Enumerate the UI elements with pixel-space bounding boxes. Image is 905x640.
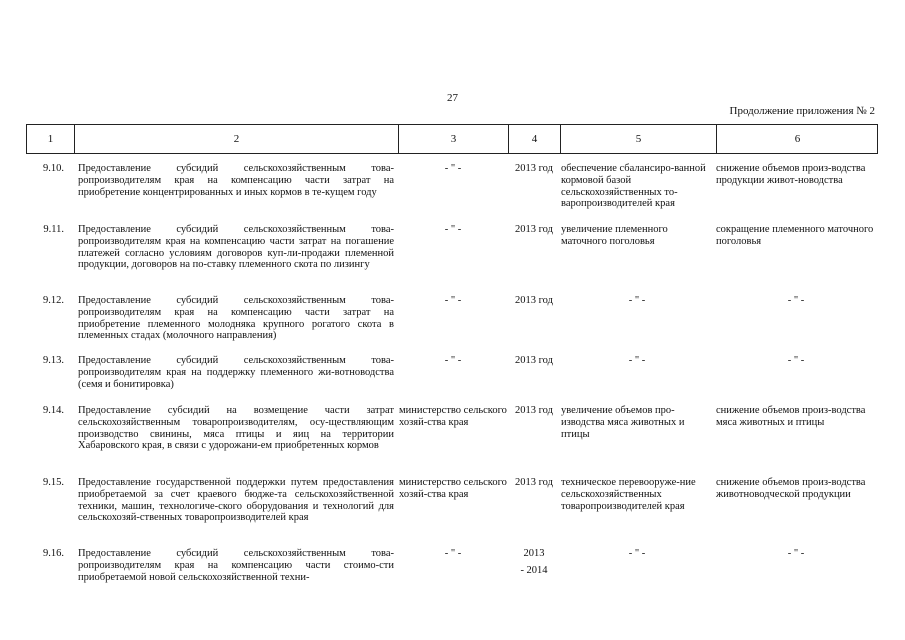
row-result: увеличение племенного маточного поголовья	[561, 224, 668, 247]
row-number: 9.16.	[43, 548, 64, 559]
header-col-1: 1	[27, 125, 75, 153]
row-number: 9.13.	[43, 355, 64, 366]
row-indicator: сокращение племенного маточного поголовья	[716, 224, 874, 247]
row-year: 2013	[523, 548, 545, 559]
row-responsible: - " -	[444, 295, 462, 306]
row-responsible: министерство сельского хозяй-ства края	[399, 477, 507, 500]
row-description: Предоставление субсидий сельскохозяйственным това-ропроизводителям края на компенсацию части затрат на погашение платежей согласно условиям договоров куп-ли-продажи племенной продукции, договоров на по-ставку племенного скота по лизингу	[78, 224, 394, 271]
row-year-end: - 2014	[520, 565, 548, 576]
row-year: 2013 год	[515, 295, 553, 306]
row-year: 2013 год	[515, 224, 553, 235]
row-number: 9.14.	[43, 405, 64, 416]
row-description: Предоставление субсидий сельскохозяйственным това-ропроизводителям края на компенсацию части затрат на приобретение племенного молодняка крупного рогатого скота в племенных стадах (молочного направления)	[78, 295, 394, 342]
row-year: 2013 год	[515, 355, 553, 366]
row-indicator: снижение объемов произ-водства мяса животных и птицы	[716, 405, 866, 428]
row-year: 2013 год	[515, 405, 553, 416]
table-header	[26, 124, 878, 154]
row-indicator: - " -	[787, 548, 805, 559]
row-result: - " -	[628, 355, 646, 366]
row-year: 2013 год	[515, 163, 553, 174]
header-col-6: 6	[794, 133, 801, 145]
page-number: 27	[447, 92, 458, 104]
row-responsible: - " -	[444, 163, 462, 174]
row-responsible: - " -	[444, 548, 462, 559]
row-number: 9.11.	[43, 224, 64, 235]
row-indicator: снижение объемов произ-водства продукции живот-новодства	[716, 163, 866, 186]
header-col-2: 2	[75, 125, 399, 153]
row-description: Предоставление субсидий сельскохозяйственным това-ропроизводителям края на поддержку племенного жи-вотноводства (семя и бонитировка)	[78, 355, 394, 390]
header-col-4: 4	[509, 125, 561, 153]
header-col-5: 5	[561, 125, 717, 153]
row-result: - " -	[628, 548, 646, 559]
row-result: обеспечение сбалансиро-ванной кормовой базой сельскохозяйственных то-варопроизводителей края	[561, 163, 706, 210]
row-result: увеличение объемов про-изводства мяса животных и птицы	[561, 405, 685, 440]
row-indicator: - " -	[787, 295, 805, 306]
row-description: Предоставление субсидий сельскохозяйственным това-ропроизводителям края на компенсацию части стоимо-сти приобретаемой новой сельскохозяйственной техни-	[78, 548, 394, 583]
row-responsible: - " -	[444, 355, 462, 366]
row-result: - " -	[628, 295, 646, 306]
continuation-label: Продолжение приложения № 2	[729, 105, 875, 117]
header-col-3: 3	[399, 125, 509, 153]
row-number: 9.15.	[43, 477, 64, 488]
row-number: 9.10.	[43, 163, 64, 174]
row-number: 9.12.	[43, 295, 64, 306]
row-description: Предоставление государственной поддержки путем предоставления приобретаемой за счет краевого бюдже-та сельскохозяйственной техники, машин, технологиче-ского оборудования и технологий для сельскохозяй-ственных товаропроизводителей края	[78, 477, 394, 524]
row-description: Предоставление субсидий на возмещение части затрат сельскохозяйственным товаропроизводителям, осу-ществляющим производство свинины, мяса птицы и яиц на территории Хабаровского края, в связи с удорожани-ем приобретенных кормов	[78, 405, 394, 452]
row-year: 2013 год	[515, 477, 553, 488]
row-indicator: снижение объемов произ-водства животноводческой продукции	[716, 477, 866, 500]
row-description: Предоставление субсидий сельскохозяйственным това-ропроизводителям края на компенсацию части затрат на приобретение концентрированных и иных кормов в те-кущем году	[78, 163, 394, 198]
row-responsible: министерство сельского хозяй-ства края	[399, 405, 507, 428]
row-result: техническое перевооруже-ние сельскохозяйственных товаропроизводителей края	[561, 477, 696, 512]
row-responsible: - " -	[444, 224, 462, 235]
row-indicator: - " -	[787, 355, 805, 366]
